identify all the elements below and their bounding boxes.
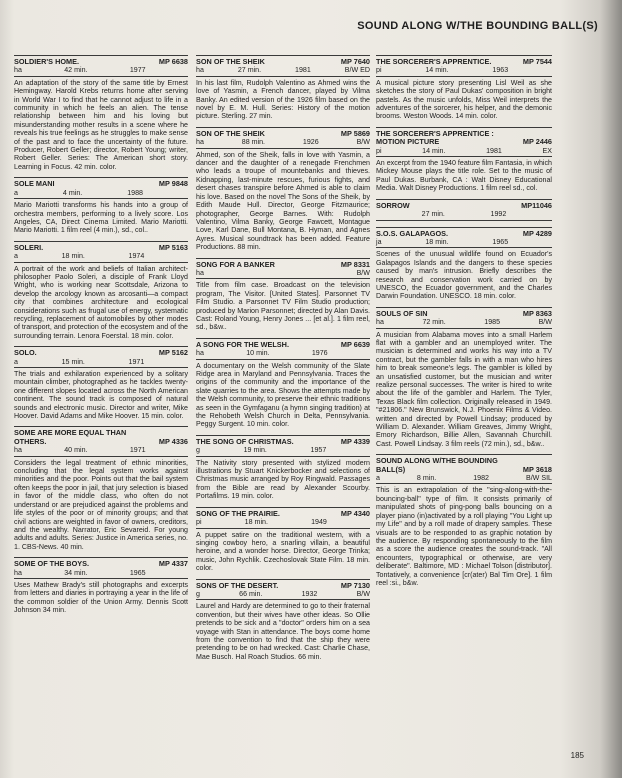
entry-description: Considers the legal treatment of ethnic minorities, concluding that the legal system works against minorities and the poor. Points out that the bail system often keeps the poor in jail, that jury selection is biased in favor of the middle class, who often do not understand or are prejudiced against the problems and life styles of the poor or of minority groups; and that civil actions are weighted in favor of owners, creditors, and the wealthy. Narrator, Eric Sevareid. For young adults and adults. Series: Justice in America series, no. 1. CBS-News. 40 min.: [14, 458, 188, 551]
entry-year: 1965: [492, 237, 509, 246]
entry-year: 1957: [310, 446, 327, 455]
entry-audience: a: [14, 357, 18, 366]
catalog-entry: [14, 426, 188, 551]
column-2: [196, 55, 370, 667]
entry-meta: [14, 189, 188, 199]
entry-code: MP 5163: [158, 242, 188, 252]
entry-meta: [376, 318, 552, 328]
entry-audience: a: [14, 188, 18, 197]
entry-audience: pi: [376, 146, 382, 155]
entry-description: A musical picture story presenting Lisl Weil as she sketches the story of Paul Dukas' composition in bright pastels. As the music unfolds, Miss Weil interprets the adventures of the sorcerer, his helper, and the demonic brooms. Weston Woods. 14 min. color.: [376, 78, 552, 121]
entry-meta: [376, 66, 552, 76]
entry-year: 1976: [311, 349, 328, 358]
entry-audience: pi: [196, 518, 202, 527]
entry-code: MP 8331: [340, 259, 370, 269]
entry-title: SOUND ALONG W/THE BOUNDING BALL(S): [376, 456, 498, 474]
entry-code: MP 8363: [522, 308, 552, 318]
entry-audience: a: [14, 252, 18, 261]
column-3: [376, 55, 552, 593]
entry-audience: ha: [196, 138, 204, 147]
entry-description: The trials and exhilaration experienced by a solitary mountain climber, photographed as he tackles twenty-one different slopes located across the North American continent. The sound track is composed of natural sounds and electronic music. Director and writer, Mike Hoover. David Adams and Mike Hoover. 15 min. color.: [14, 370, 188, 421]
entry-title: SON OF THE SHEIK: [196, 128, 265, 138]
entry-title: SONS OF THE DESERT.: [196, 580, 279, 590]
entry-audience: ha: [376, 318, 384, 327]
entry-header: [14, 346, 188, 357]
entry-title: SOULS OF SIN: [376, 308, 428, 318]
entry-header: [14, 241, 188, 252]
entry-header: [376, 454, 552, 474]
entry-description: Laurel and Hardy are determined to go to their fraternal convention, but their wives have other ideas. So Ollie pretends to be sick and a "doctor" orders him on a sea voyage with Stan in attendance. The boys come home from the convention to find that the ship they were pretending to be on had wrecked. Cast: Charlie Chase, Mae Busch. Hal Roach Studios. 66 min.: [196, 602, 370, 661]
entry-length: 4 min.: [62, 188, 83, 197]
entry-length: 18 min.: [61, 252, 85, 261]
entry-code: MP 5162: [158, 348, 188, 358]
entry-code: MP 4289: [522, 228, 552, 238]
entry-year: 1974: [128, 252, 145, 261]
catalog-entry: [14, 55, 188, 171]
entry-meta: [196, 66, 370, 76]
entry-description: Ahmed, son of the Sheik, falls in love with Yasmin, a dancer and the daughter of a renegade Frenchmen who leads a troupe of mountebanks and thieves. Kidnapping, last-minute rescues, furious fights, and desert chases transpire before Ahmed is able to claim his love. Based on the novel The Sons of the Sheik, by Edith Maude Hull. Director, George Fitzmaurice; photographer, George Barnes. With: Rudolph Valentino, Vilma Banky, George Fawcett, Montague Love, Karl Dane, Bull Montana, B. Hyman, and Agnes Ayres. Musical soundtrack has been added. Feature Productions. 88 min.: [196, 150, 370, 252]
entry-code: MP 7130: [340, 580, 370, 590]
entry-year: 1926: [302, 138, 319, 147]
entry-format: B/W ED: [344, 66, 370, 75]
entry-header: [196, 338, 370, 349]
entry-title: SOLE MANI: [14, 179, 55, 189]
entry-title: SONG FOR A BANKER: [196, 259, 275, 269]
entry-title: THE SORCERER'S APPRENTICE : MOTION PICTURE: [376, 128, 494, 147]
entry-code: MP 4340: [340, 508, 370, 518]
entry-audience: ja: [376, 237, 382, 246]
entry-header: [14, 177, 188, 188]
entry-title: THE SORCERER'S APPRENTICE.: [376, 57, 492, 66]
entry-meta: [14, 252, 188, 262]
catalog-entry: [376, 199, 552, 221]
entry-length: 18 min.: [244, 518, 268, 527]
entry-year: 1971: [129, 446, 146, 455]
entry-description: The Nativity story presented with stylized modern illustrations by Stuart Knickerbocker and selections of Christmas music arranged by Roy Ringwald. Passages from the Bible are read by Alexander Scourby. Portafilms. 19 min. color.: [196, 458, 370, 501]
entry-description: This is an extrapolation of the "sing-along-with-the-bouncing-ball" type of film. It consists primarily of manipulated shots of ping-pong balls bouncing on a player piano (in)activated by a roll playing "You Light up my Life" and by a roll made of drapery samples. These visuals are to be responded to as graphic notation by the audience. By responding spontaneously to the film as a score the audience creates the sound-track. "All encounters, typographical or otherwise, are very deliberate". Baltimore, MD : Michael Tolson [distributor]. Tontatively, a convenience [cr(ater) Bal Tim Ore]. 1 film reel :si., b&w.: [376, 486, 552, 587]
catalog-entry: [376, 227, 552, 301]
entry-title: SOLERI.: [14, 242, 44, 252]
entry-year: 1982: [473, 474, 489, 483]
entry-description: A documentary on the Welsh community of the Slate Ridge area in Maryland and Pennsylvania. Traces the origins of the community and the importance of the slate quarries to the area. Shows the attempts made by the Welsh community, to preserve their ethnic traditions as seen in the Gymfaganu (a hymn singing tradition) at the Rehobeth Welsh Church in Delta, Pennsylvania. Peggy Surgent. 10 min. color.: [196, 361, 371, 429]
entry-year: 1963: [492, 66, 509, 75]
entry-code: MP11046: [521, 200, 552, 210]
entry-header: [14, 557, 188, 568]
entry-description: Title from film case. Broadcast on the television program, The Visitor. [United States]. Parsonnet TV Film Studio. a Parsonnet TV Film Studio production; produced by Marion Parsonnet; directed by Alan Davis. Cast: Roland Young, Henry Jones ... [et al.]. 1 film reel, sd., b&w..: [196, 281, 370, 332]
catalog-entry: [376, 127, 552, 193]
catalog-entry: [376, 307, 552, 449]
entry-length: 34 min.: [64, 568, 88, 577]
entry-length: 88 min.: [241, 138, 266, 147]
entry-year: 1977: [129, 66, 146, 75]
entry-audience: ha: [14, 66, 22, 75]
entry-length: 10 min.: [246, 349, 270, 358]
entry-header: [376, 227, 552, 238]
entry-length: 8 min.: [416, 474, 437, 483]
entry-audience: g: [196, 589, 200, 598]
entry-meta: [376, 238, 552, 248]
entry-audience: ha: [196, 349, 204, 358]
catalog-entry: [376, 55, 552, 121]
running-head: SOUND ALONG W/THE BOUNDING BALL(S): [357, 20, 598, 32]
entry-code: MP 2446: [522, 137, 552, 147]
catalog-entry: [14, 346, 188, 420]
entry-format: B/W SIL: [525, 474, 552, 483]
entry-title: SON OF THE SHEIK: [196, 57, 265, 66]
entry-audience: pi: [376, 66, 382, 75]
entry-length: 27 min.: [421, 210, 445, 219]
entry-length: 19 min.: [243, 446, 267, 455]
entry-length: 42 min.: [64, 66, 88, 75]
entry-description: Uses Mathew Brady's still photographs and excerpts from letters and diaries in portraying a year in the life of the common soldier of the Union Army. Dennis Scott Johnson 34 min.: [14, 580, 188, 615]
entry-description: A puppet satire on the traditional western, with a singing cowboy hero, a snarling villain, a beautiful heroine, and a wonder horse. Director, George Trinka; music, John Rychlik. Czechoslovak State Film. 18 min. color.: [196, 530, 370, 573]
entry-audience: ha: [14, 568, 22, 577]
entry-code: MP 4337: [158, 559, 188, 569]
entry-title: THE SONG OF CHRISTMAS.: [196, 436, 294, 446]
entry-length: 66 min.: [239, 589, 263, 598]
catalog-entry: [14, 557, 188, 614]
entry-description: An excerpt from the 1940 feature film Fantasia, in which Mickey Mouse plays the title role. Set to the music of Paul Dukas. Burbank, CA : Walt Disney Educational Media. Walt Disney Productions. 1 film reel sd., col.: [376, 159, 552, 193]
entry-meta: [376, 147, 552, 157]
entry-header: [196, 258, 370, 269]
entry-length: 40 min.: [64, 446, 88, 455]
catalog-entry: [376, 454, 552, 587]
entry-format: B/W: [356, 268, 370, 277]
catalog-entry: [196, 507, 370, 573]
entry-title: SORROW: [376, 200, 410, 210]
entry-format: B/W: [538, 318, 552, 327]
entry-title: SONG OF THE PRAIRIE.: [196, 508, 280, 518]
entry-code: MP 4339: [340, 436, 370, 446]
entry-description: A portrait of the work and beliefs of Italian architect-philosopher Paolo Soleri, a disciple of Frank Lloyd Wright, who is working near Scottsdale, Arizona to develop the arcology known as arcosanti—a compact city that combines architecture and ecological considerations such as frugal use of energy, systematic recycling, replacement of automobiles by other modes of transport, and protection of the ecosystem and of the surrounding terrain. Lenora Foerstal. 18 min. color.: [14, 264, 188, 340]
entry-meta: [196, 446, 370, 456]
entry-format: B/W: [356, 138, 370, 147]
entry-audience: a: [376, 474, 380, 483]
catalog-entry: [196, 258, 370, 332]
entry-header: [376, 55, 552, 66]
entry-description: A musician from Alabama moves into a small Harlem flat with a gambler and an unemployed writer. The musician is determined and works his way into a TV contract, but the gambler falls in with a man who hires him to break someone's legs. The gambler is killed by an unsatisfied customer, but the musician and writer realize personal successes. The writer is hired to write about the life of the gambler and Harlem. The Tyler, Texas Black film collection. Originally released in 1949. "#21806." New Brunswick, N.J. Phoenix Films & Video. written and directed by Powell Lindsay; produced by William D. Alexander. William Greaves, Jimmy Wright, Emory Richardson, Billie Allen, Savannah Churchill. Cast. Powell Lindsay. 3 film reels (72 min.), sd., b&w..: [376, 330, 552, 448]
entry-title: A SONG FOR THE WELSH.: [196, 339, 289, 349]
entry-audience: g: [196, 446, 200, 455]
entry-year: 1965: [129, 568, 146, 577]
entry-meta: [376, 474, 552, 484]
entry-length: 14 min.: [422, 146, 446, 155]
entry-length: 15 min.: [61, 357, 85, 366]
entry-year: 1985: [484, 318, 501, 327]
entry-code: MP 6639: [340, 339, 370, 349]
entry-header: [376, 307, 552, 318]
entry-title: SOME OF THE BOYS.: [14, 559, 90, 569]
entry-meta: [196, 590, 370, 600]
entry-code: MP 3618: [522, 464, 552, 474]
catalog-entry: [196, 579, 370, 662]
entry-audience: ha: [14, 446, 22, 455]
entry-code: MP 4336: [158, 436, 188, 446]
entry-header: [196, 127, 370, 138]
entry-header: [196, 579, 370, 590]
catalog-entry: [196, 127, 370, 252]
entry-code: MP 9848: [158, 179, 188, 189]
catalog-entry: [14, 241, 188, 340]
entry-header: [14, 55, 188, 66]
entry-description: Mario Mariotti transforms his hands into a group of orchestra members, performing to a lively score. Los Angeles, CA, Direct Cinema Limited. Mario Mariotti. Mario Mariotti. 1 film reel (4 min.), sd., col..: [14, 201, 188, 235]
entry-code: MP 5869: [340, 128, 370, 138]
entry-code: MP 7544: [522, 57, 552, 66]
entry-description: In his last film, Rudolph Valentino as Ahmed wins the love of Yasmin, a French dancer, played by Vilma Banky. An edited version of the 1926 film based on the novel by E. M. Hull. Series: History of the motion picture. Sterling. 27 min.: [196, 78, 370, 121]
entry-year: 1981: [486, 146, 502, 155]
entry-header: [14, 426, 188, 446]
entry-header: [196, 507, 370, 518]
entry-title: S.O.S. GALAPAGOS.: [376, 228, 449, 238]
entry-header: [376, 127, 552, 147]
entry-year: 1992: [490, 210, 507, 219]
entry-length: 72 min.: [422, 318, 446, 327]
entry-description: An adaptation of the story of the same title by Ernest Hemingway. Harold Krebs returns home after serving in World War I to find that he cannot adjust to life in a community in which he feels an alien. The tense relationship between him and his loving but misunderstanding mother results in a scene where he reveals his true feelings as he struggles to make sense of the past and to face the uncertainty of the future. Producer, Robert Geller; director, Robert Young; writer, Robert Geller. Series: The American short story. Learning in Focus. 42 min. color.: [14, 78, 188, 171]
entry-audience: ha: [196, 66, 204, 75]
entry-format: EX: [542, 146, 552, 155]
entry-meta: [14, 358, 188, 368]
entry-length: 14 min.: [425, 66, 449, 75]
entry-year: 1949: [311, 518, 327, 527]
entry-code: MP 7640: [340, 57, 370, 66]
catalog-entry: [196, 435, 370, 501]
entry-meta: [196, 518, 370, 528]
entry-header: [376, 199, 552, 210]
entry-year: 1971: [128, 357, 145, 366]
entry-description: Scenes of the unusual wildlife found on Ecuador's Galapagos Islands and the dangers to these species caused by man's intrusion. Briefly describes the research and conservation work carried on by UNESCO, the Ecuador government, and the Charles Darwin Foundation. UNESCO. 18 min. color.: [376, 250, 552, 301]
entry-meta: [196, 269, 370, 279]
page-number: 185: [570, 751, 584, 760]
entry-header: [196, 55, 370, 66]
catalog-entry: [196, 55, 370, 121]
entry-meta: [14, 66, 188, 76]
entry-year: 1981: [295, 66, 311, 75]
entry-header: [196, 435, 370, 446]
entry-meta: [14, 446, 188, 456]
entry-length: 18 min.: [425, 237, 449, 246]
entry-code: MP 6638: [158, 57, 188, 66]
entry-meta: [14, 569, 188, 579]
catalog-entry: [14, 177, 188, 234]
entry-title: SOLDIER'S HOME.: [14, 57, 79, 66]
entry-title: SOME ARE MORE EQUAL THAN OTHERS.: [14, 428, 127, 446]
entry-meta: [376, 210, 552, 220]
entry-meta: [196, 138, 370, 148]
entry-audience: ha: [196, 268, 204, 277]
entry-length: 27 min.: [237, 66, 262, 75]
catalog-entry: [196, 338, 370, 429]
entry-meta: [196, 349, 370, 359]
entry-year: 1988: [127, 188, 143, 197]
entry-year: 1932: [301, 589, 318, 598]
entry-format: B/W: [356, 589, 370, 598]
entry-title: SOLO.: [14, 348, 37, 358]
column-1: [14, 55, 188, 621]
